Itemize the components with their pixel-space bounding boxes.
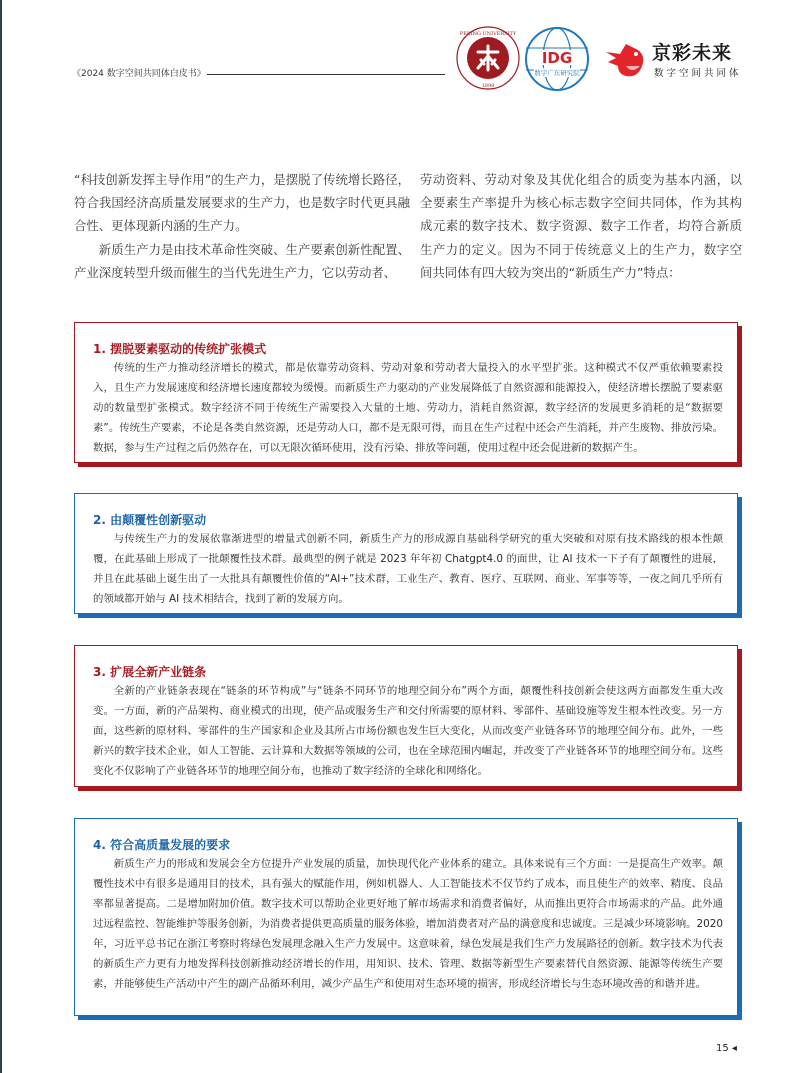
svg-text:1898: 1898: [481, 83, 495, 89]
feature-body: 全新的产业链条表现在“链条的环节构成”与“链条不同环节的地理空间分布”两个方面，颠覆性科技创新会使这两方面都发生重大改变。一方面，新的产品架构、商业模式的出现，使产品或服务生产和交付所需要的原材料、零部件、基础设施等发生根本性改变。另一方面，这些新的原材料、零部件的生产国家和企业及其所占市场份额也发生巨大变化，从而改变产业链各环节的地理空间分布。此外，一些新兴的数字技术企业，如人工智能、云计算和大数据等领域的公司，也在全球范围内崛起，并改变了产业链各环节的地理空间分布。这些变化不仅影响了产业链各环节的地理空间分布，也推动了数字经济的全球化和网络化。: [93, 685, 723, 777]
svg-text:IDG: IDG: [541, 49, 573, 67]
header-rule: [207, 74, 445, 75]
feature-box-3: [74, 645, 738, 787]
feature-title: 3. 扩展全新产业链条: [93, 665, 207, 679]
feature-box-1: [74, 322, 738, 463]
feature-box-2: [74, 493, 738, 614]
svg-text:数字广东研究院: 数字广东研究院: [534, 69, 580, 77]
jingcai-subtitle: 数字空间共同体: [654, 68, 742, 79]
document-title: 《2024 数字空间共同体白皮书》: [72, 69, 206, 79]
feature-box-4: [74, 818, 738, 1016]
intro-left-column: [74, 168, 410, 284]
feature-body: 传统的生产力推动经济增长的模式，都是依靠劳动资料、劳动对象和劳动者大量投入的水平型扩张。这种模式不仅严重依赖要素投入，且生产力发展速度和经济增长速度都较为缓慢。而新质生产力驱动的产业发展降低了自然资源和能源投入，使经济增长摆脱了要素驱动的数量型扩张模式。数字经济不同于传统生产需要投入大量的土地、劳动力，消耗自然资源，数字经济的发展更多消耗的是“数据要素”。传统生产要素，不论是各类自然资源，还是劳动人口，都不是无限可得，而且在生产过程中还会产生消耗，并产生废物、排放污染。数据，参与生产过程之后仍然存在，可以无限次循环使用，没有污染、排放等问题，使用过程中还会促进新的数据产生。: [93, 362, 723, 454]
peking-university-logo-icon: [456, 26, 520, 90]
jingcai-weilai-logo: [604, 38, 754, 82]
feature-body: 新质生产力的形成和发展会全方位提升产业发展的质量，加快现代化产业体系的建立。具体来说有三个方面：一是提高生产效率。颠覆性技术中有很多是通用目的技术，具有强大的赋能作用，例如机器人、人工智能技术不仅节约了成本，而且使生产的效率、精度、良品率都显著提高。二是增加附加价值。数字技术可以帮助企业更好地了解市场需求和消费者偏好，从而推出更符合市场需求的产品。此外通过远程监控、智能维护等服务创新，为消费者提供更高质量的服务体验，增加消费者对产品的满意度和忠诚度。三是减少环境影响。2020 年，习近平总书记在浙江考察时将绿色发展理念融入生产力发展中。这意味着，绿色发展是我们生产力发展路径的创新。数字技术为代表的新质生产力更有力地发挥科技创新推动经济增长的作用，用知识、技术、管理、数据等新型生产要素替代自然资源、能源等传统生产要素，并能够使生产活动中产生的副产品循环利用，减少产品生产和使用对生态环境的损害，形成经济增长与生态环境改善的和谐并进。: [93, 858, 723, 990]
jingcai-name: 京彩未来: [652, 42, 733, 64]
intro-right-column: [420, 168, 742, 284]
feature-title: 4. 符合高质量发展的要求: [93, 838, 231, 852]
intro-paragraph: 劳动资料、劳动对象及其优化组合的质变为基本内涵，以全要素生产率提升为核心标志数字空间共同体，作为其构成元素的数字技术、数字资源、数字工作者，均符合新质生产力的定义。因为不同于传统意义上的生产力，数字空间共同体有四大较为突出的“新质生产力”特点：: [420, 172, 742, 280]
idg-logo-icon: [524, 26, 590, 92]
feature-body: 与传统生产力的发展依靠渐进型的增量式创新不同，新质生产力的形成源自基础科学研究的重大突破和对原有技术路线的根本性颠覆，在此基础上形成了一批颠覆性技术群。最典型的例子就是 2023 年年初 Chatgpt4.0 的面世，让 AI 技术一下子有了颠覆性的进展，并且在此基础上诞生出了一大批具有颠覆性价值的“AI+”技术群，工业生产、教育、医疗、互联网、商业、军事等等，一夜之间几乎所有的领域都开始与 AI 技术相结合，找到了新的发展方向。: [93, 533, 723, 605]
red-bird-icon: [604, 40, 648, 80]
feature-title: 1. 摆脱要素驱动的传统扩张模式: [93, 342, 267, 356]
svg-text:PEKING UNIVERSITY: PEKING UNIVERSITY: [459, 31, 517, 37]
intro-paragraph: “科技创新发挥主导作用”的生产力，是摆脱了传统增长路径，符合我国经济高质量发展要求的生产力，也是数字时代更具融合性、更体现新内涵的生产力。: [74, 172, 410, 234]
page-number: 15 ◂: [716, 1043, 737, 1054]
intro-paragraph: 新质生产力是由技术革命性突破、生产要素创新性配置、产业深度转型升级而催生的当代先进生产力，它以劳动者、: [74, 241, 410, 280]
feature-title: 2. 由颠覆性创新驱动: [93, 513, 207, 527]
page-left-edge: [0, 0, 2, 1073]
